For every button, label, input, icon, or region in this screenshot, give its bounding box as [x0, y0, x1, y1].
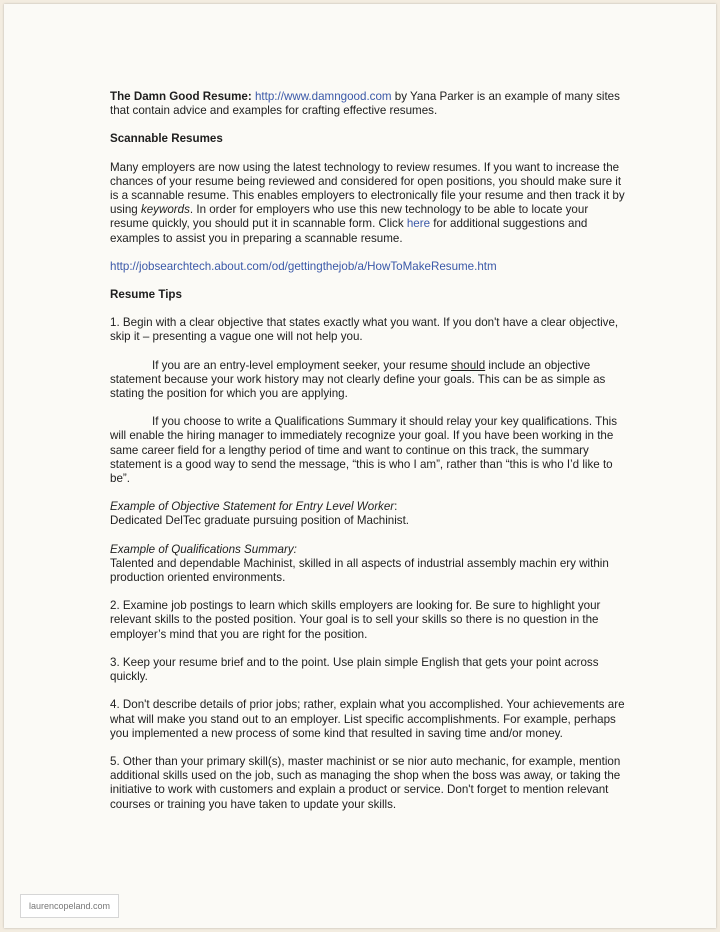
keywords-text: keywords — [140, 203, 190, 217]
tip-1: 1. Begin with a clear objective that states exactly what you want. If you don't have a clear objective, skip it – presenting a vague one will not help you. — [110, 316, 619, 344]
scannable-text-b: . In order for employers who use this new technology to be able to locate your resume quickly, you should put it in scannable form. Click — [110, 203, 589, 231]
qualifications-paragraph: If you choose to write a Qualifications Summary it should relay your key qualifications. This will enable the hiring manager to immediately recognize your goal. If you have been working in the same career field for a lengthy period of time and want to continue on this track, the summary statement is a good way to send the message, “this is who I am”, rather than “this is who I’d like to be”. — [110, 415, 618, 486]
example-qualifications — [110, 543, 630, 586]
intro-paragraph — [110, 90, 630, 118]
document-body — [110, 90, 630, 826]
example-objective-colon: : — [394, 500, 398, 514]
example-qualifications-text: Talented and dependable Machinist, skilled in all aspects of industrial assembly machin ery within production oriented environments. — [110, 556, 609, 585]
tip-5: 5. Other than your primary skill(s), master machinist or se nior auto mechanic, for example, mention additional skills used on the job, such as managing the shop when the boss was away, or taking the initiative to work with customers and explain a product or service. Don't forget to mention relevant courses or training you have taken to update your skills. — [110, 754, 621, 811]
example-objective-label: Example of Objective Statement for Entry Level Worker — [110, 500, 395, 514]
should-text: should — [451, 358, 486, 372]
example-objective — [110, 500, 630, 528]
tip-4: 4. Don't describe details of prior jobs; rather, explain what you accomplished. Your achievements are what will make you stand out to an employer. List specific accomplishments. For example, perhaps you implemented a new process of some kind that resulted in saving time and/or money. — [110, 698, 625, 740]
scannable-text-a: Many employers are now using the latest technology to review resumes. If you want to increase the chances of your resume being reviewed and considered for open positions, you should make sure it is a scannable resume. This enables employers to electronically file your resume and then track it by using — [110, 160, 625, 217]
entry-text-b: include an objective statement because your work history may not clearly define your goals. This can be as simple as stating the position for which you are applying. — [110, 358, 606, 401]
watermark-label: laurencopeland.com — [20, 894, 119, 918]
damngood-link[interactable]: http://www.damngood.com — [254, 90, 392, 103]
tip-3: 3. Keep your resume brief and to the point. Use plain simple English that gets your point across quickly. — [110, 655, 599, 684]
entry-level-paragraph — [110, 359, 630, 402]
entry-text-a: If you are an entry-level employment seeker, your resume — [152, 358, 451, 372]
here-link[interactable]: here — [406, 217, 431, 231]
scannable-paragraph — [110, 161, 630, 246]
scannable-heading: Scannable Resumes — [110, 132, 223, 146]
scannable-text-c: for additional suggestions and examples to assist you in preparing a scannable resume. — [110, 217, 588, 245]
jobsearchtech-link[interactable]: http://jobsearchtech.about.com/od/gettingthejob/a/HowToMakeResume.htm — [110, 259, 497, 273]
intro-text: by Yana Parker is an example of many sites that contain advice and examples for crafting effective resumes. — [110, 90, 620, 118]
scannable-url-paragraph — [110, 260, 630, 274]
example-qualifications-label: Example of Qualifications Summary: — [110, 542, 297, 556]
resume-tips-heading: Resume Tips — [110, 288, 182, 302]
example-objective-text: Dedicated DelTec graduate pursuing position of Machinist. — [110, 514, 410, 528]
tip-2: 2. Examine job postings to learn which skills employers are looking for. Be sure to highlight your relevant skills to the posted position. Your goal is to sell your skills so there is no question in the employer’s mind that you are right for the position. — [110, 599, 601, 641]
intro-title: The Damn Good Resume: — [110, 90, 252, 103]
document-page — [4, 4, 716, 928]
